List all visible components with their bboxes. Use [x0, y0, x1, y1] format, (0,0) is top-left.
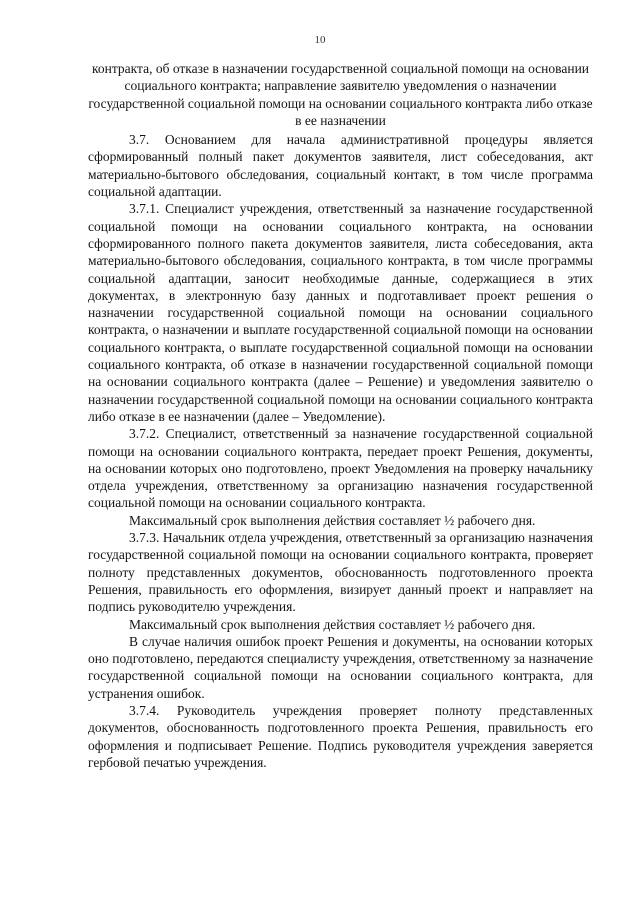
- paragraph-3-7-2: 3.7.2. Специалист, ответственный за назначение государственной социальной помощи на основании социального контракта, передает проект Решения, документы, на основании которых оно подготовлено, проект Уведомления на проверку начальнику отдела учреждения, ответственному за организацию назначения государственной социальной помощи на основании социального контракта.: [88, 426, 593, 511]
- paragraph-3-7: 3.7. Основанием для начала административной процедуры является сформированный полный пакет документов заявителя, лист собеседования, акт материально-бытового обследования, социальный контакт, в том числе программа социальной адаптации.: [88, 132, 593, 200]
- document-body: [88, 60, 593, 771]
- paragraph-3-7-4: 3.7.4. Руководитель учреждения проверяет полноту представленных документов, обоснованность подготовленного проекта Решения, правильность его оформления и подписывает Решение. Подпись руководителя учреждения заверяется гербовой печатью учреждения.: [88, 702, 593, 770]
- section-heading-continuation: контракта, об отказе в назначении государственной социальной помощи на основании социального контракта; направление заявителю уведомления о назначении государственной социальной помощи на основании социального контракта либо отказе в ее назначении: [88, 61, 593, 128]
- paragraph-3-7-1: 3.7.1. Специалист учреждения, ответственный за назначение государственной социальной помощи на основании социального контракта, на основании сформированного полного пакета документов заявителя, листа собеседования, акта материально-бытового обследования, социального контракта, в том числе программы социальной адаптации, заносит необходимые данные, содержащиеся в этих документах, в электронную базу данных и подготавливает проект решения о назначении государственной социальной помощи на основании социального контракта, о назначении и выплате государственной социальной помощи на основании социального контракта, о выплате государственной социальной помощи на основании социального контракта, об отказе в назначении государственной социальной помощи на основании социального контракта (далее – Решение) и уведомления заявителю о назначении государственной социальной помощи на основании социального контракта либо отказе в ее назначении (далее – Уведомление).: [88, 201, 593, 424]
- paragraph-errors: В случае наличия ошибок проект Решения и документы, на основании которых оно подготовлено, передаются специалисту учреждения, ответственному за назначение государственной социальной помощи на основании социального контракта, для устранения ошибок.: [88, 633, 593, 701]
- paragraph-3-7-3: 3.7.3. Начальник отдела учреждения, ответственный за организацию назначения государственной социальной помощи на основании социального контракта, проверяет полноту представленных документов, обоснованность подготовленного проекта Решения, правильность его оформления, визирует данный проект и направляет на подпись руководителю учреждения.: [88, 530, 593, 615]
- page-number: 10: [314, 34, 326, 46]
- paragraph-max-duration-1: Максимальный срок выполнения действия составляет ½ рабочего дня.: [129, 512, 536, 528]
- paragraph-max-duration-2: Максимальный срок выполнения действия составляет ½ рабочего дня.: [129, 616, 536, 632]
